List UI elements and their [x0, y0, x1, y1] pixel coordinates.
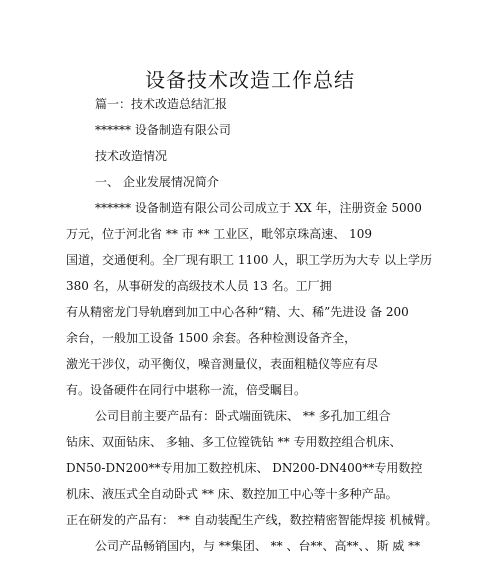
- paragraph-line: 万元，位于河北省 ** 市 ** 工业区，毗邻京珠高速、 109: [66, 227, 372, 241]
- paragraph-line: 380 名，从事研发的高级技术人员 13 名。工厂拥: [66, 279, 332, 293]
- paragraph-line: 国道，交通便利。全厂现有职工 1100 人，职工学历为大专 以上学历: [66, 253, 432, 267]
- subheading: 技术改造情况: [95, 149, 168, 163]
- paragraph-line: 公司目前主要产品有：卧式端面铣床、 ** 多孔加工组合: [95, 409, 391, 423]
- paragraph-line: 有。设备硬件在同行中堪称一流，倍受瞩目。: [66, 383, 307, 397]
- list-heading: 一、 企业发展情况简介: [95, 175, 219, 189]
- section-heading: 篇一：技术改造总结汇报: [95, 97, 228, 111]
- paragraph-line: 公司产品畅销国内，与 **集团、 ** 、台**、高**、、斯 威 **: [95, 539, 421, 553]
- paragraph-line: 有从精密龙门导轨磨到加工中心各种“精、大、稀”先进设 备 200: [66, 305, 409, 319]
- paragraph-line: DN50-DN200**专用加工数控机床、 DN200-DN400**专用数控: [66, 461, 423, 475]
- paragraph-line: 钻床、双面钻床、 多轴、多工位镗铣钻 ** 专用数控组合机床、: [66, 435, 402, 449]
- document-title: 设备技术改造工作总结: [145, 68, 355, 92]
- paragraph-line: 正在研发的产品有： ** 自动装配生产线，数控精密智能焊接 机械臂。: [66, 513, 438, 527]
- paragraph-line: 激光干涉仪，动平衡仪，噪音测量仪，表面粗糙仪等应有尽: [66, 357, 379, 371]
- paragraph-line: 机床、液压式全自动卧式 ** 床、数控加工中心等十多种产品。: [66, 487, 398, 501]
- paragraph-line: 余台，一般加工设备 1500 余套。各种检测设备齐全，: [66, 331, 357, 345]
- company-line: ****** 设备制造有限公司: [95, 123, 231, 137]
- paragraph-line: ****** 设备制造有限公司公司成立于 XX 年，注册资金 5000: [95, 201, 422, 215]
